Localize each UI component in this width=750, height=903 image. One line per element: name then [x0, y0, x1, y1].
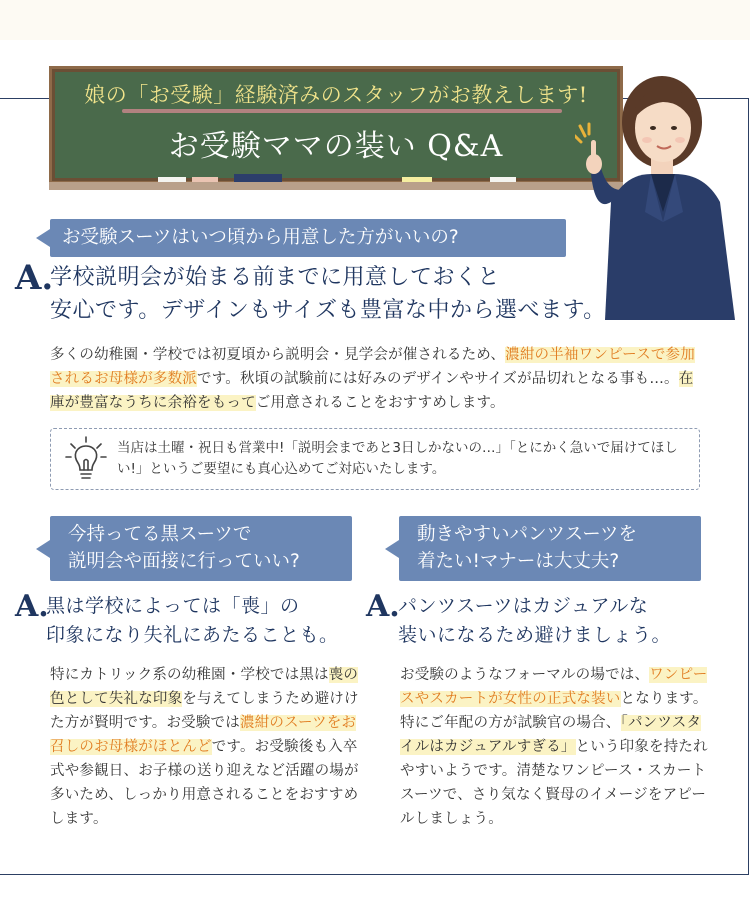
answer-heading-1	[50, 261, 630, 327]
answer-3-line-2: 装いになるため避けましょう。	[398, 624, 672, 646]
answer-body-2	[50, 663, 362, 831]
body-2-seg-3: です。お受験後も入卒式や参観日、お子様の送り迎えなど活躍の場が多いため、しっかり用意されることをおすすめします。	[50, 739, 359, 827]
top-band	[0, 0, 750, 40]
question-bubble-3	[399, 516, 701, 581]
answer-3-line-1: パンツスーツはカジュアルな	[398, 595, 649, 617]
answer-body-3	[400, 663, 710, 831]
chalk-piece-white	[158, 177, 186, 182]
body-1-seg-1: 多くの幼稚園・学校では初夏頃から説明会・見学会が催されるため、	[50, 347, 506, 363]
answer-body-1	[50, 343, 700, 415]
question-2-line-2: 説明会や面接に行っていい?	[68, 551, 300, 572]
body-2-highlight-2: 濃紺のスーツをお召しのお母様がほとんど	[50, 715, 357, 755]
chalk-ledge	[49, 182, 623, 190]
answer-heading-3	[398, 592, 728, 650]
answer-mark-2: A.	[15, 589, 49, 624]
body-3-seg-1: お受験のようなフォーマルの場では、	[400, 667, 650, 683]
lightbulb-icon	[65, 435, 107, 483]
banner-underline	[122, 109, 562, 113]
question-bubble-1: お受験スーツはいつ頃から用意した方がいいの?	[50, 219, 566, 257]
chalk-piece-white-2	[490, 177, 516, 182]
body-3-highlight-2: 「パンツスタイルはカジュアルすぎる」	[400, 715, 702, 755]
body-1-highlight-2: 在庫が豊富なうちに余裕をもって	[50, 371, 694, 411]
answer-heading-2	[46, 592, 376, 650]
chalkboard-banner	[49, 66, 623, 184]
store-notice-box	[50, 428, 700, 490]
question-bubble-2	[50, 516, 352, 581]
banner-title: お受験ママの装い Q&A	[168, 129, 504, 164]
body-1-seg-3: ご用意されることをおすすめします。	[255, 395, 505, 411]
body-3-seg-3: という印象を持たれやすいようです。清楚なワンピース・スカートスーツで、さり気なく賢母のイメージをアピールしましょう。	[400, 739, 708, 827]
question-2-line-1: 今持ってる黒スーツで	[68, 524, 252, 545]
body-3-seg-2: となります。特にご年配の方が試験官の場合、	[400, 691, 708, 731]
answer-mark-1: A.	[15, 258, 54, 298]
body-2-highlight-1: 喪の色として失礼な印象	[50, 667, 359, 707]
chalk-piece-yellow	[402, 177, 432, 182]
store-notice-text: 当店は土曜・祝日も営業中!「説明会まであと3日しかないの…」「とにかく急いで届けてほしい!」というご要望にも真心込めてご対応いたします。	[117, 440, 678, 477]
body-3-highlight-1: ワンピースやスカートが女性の正式な装い	[400, 667, 708, 707]
body-1-seg-2: です。秋頃の試験前には好みのデザインやサイズが品切れとなる事も…。	[197, 371, 679, 387]
question-3-line-1: 動きやすいパンツスーツを	[417, 524, 637, 545]
sparkle-icon	[575, 124, 589, 142]
body-2-seg-1: 特にカトリック系の幼稚園・学校では黒は	[50, 667, 329, 683]
answer-1-line-1: 学校説明会が始まる前までに用意しておくと	[50, 265, 501, 290]
body-1-highlight-1: 濃紺の半袖ワンピースで参加されるお母様が多数派	[50, 347, 695, 387]
banner-subtitle: 娘の「お受験」経験済みのスタッフがお教えします!	[84, 83, 588, 107]
answer-1-line-2: 安心です。デザインもサイズも豊富な中から選べます。	[50, 298, 606, 323]
chalk-piece-pink	[192, 177, 218, 182]
answer-2-line-1: 黒は学校によっては「喪」の	[46, 595, 300, 617]
body-2-seg-2: を与えてしまうため避けけた方が賢明です。お受験では	[50, 691, 359, 731]
question-3-line-2: 着たい!マナーは大丈夫?	[417, 551, 620, 572]
eraser-icon	[234, 174, 282, 182]
answer-mark-3: A.	[366, 589, 400, 624]
answer-2-line-2: 印象になり失礼にあたることも。	[46, 624, 339, 646]
